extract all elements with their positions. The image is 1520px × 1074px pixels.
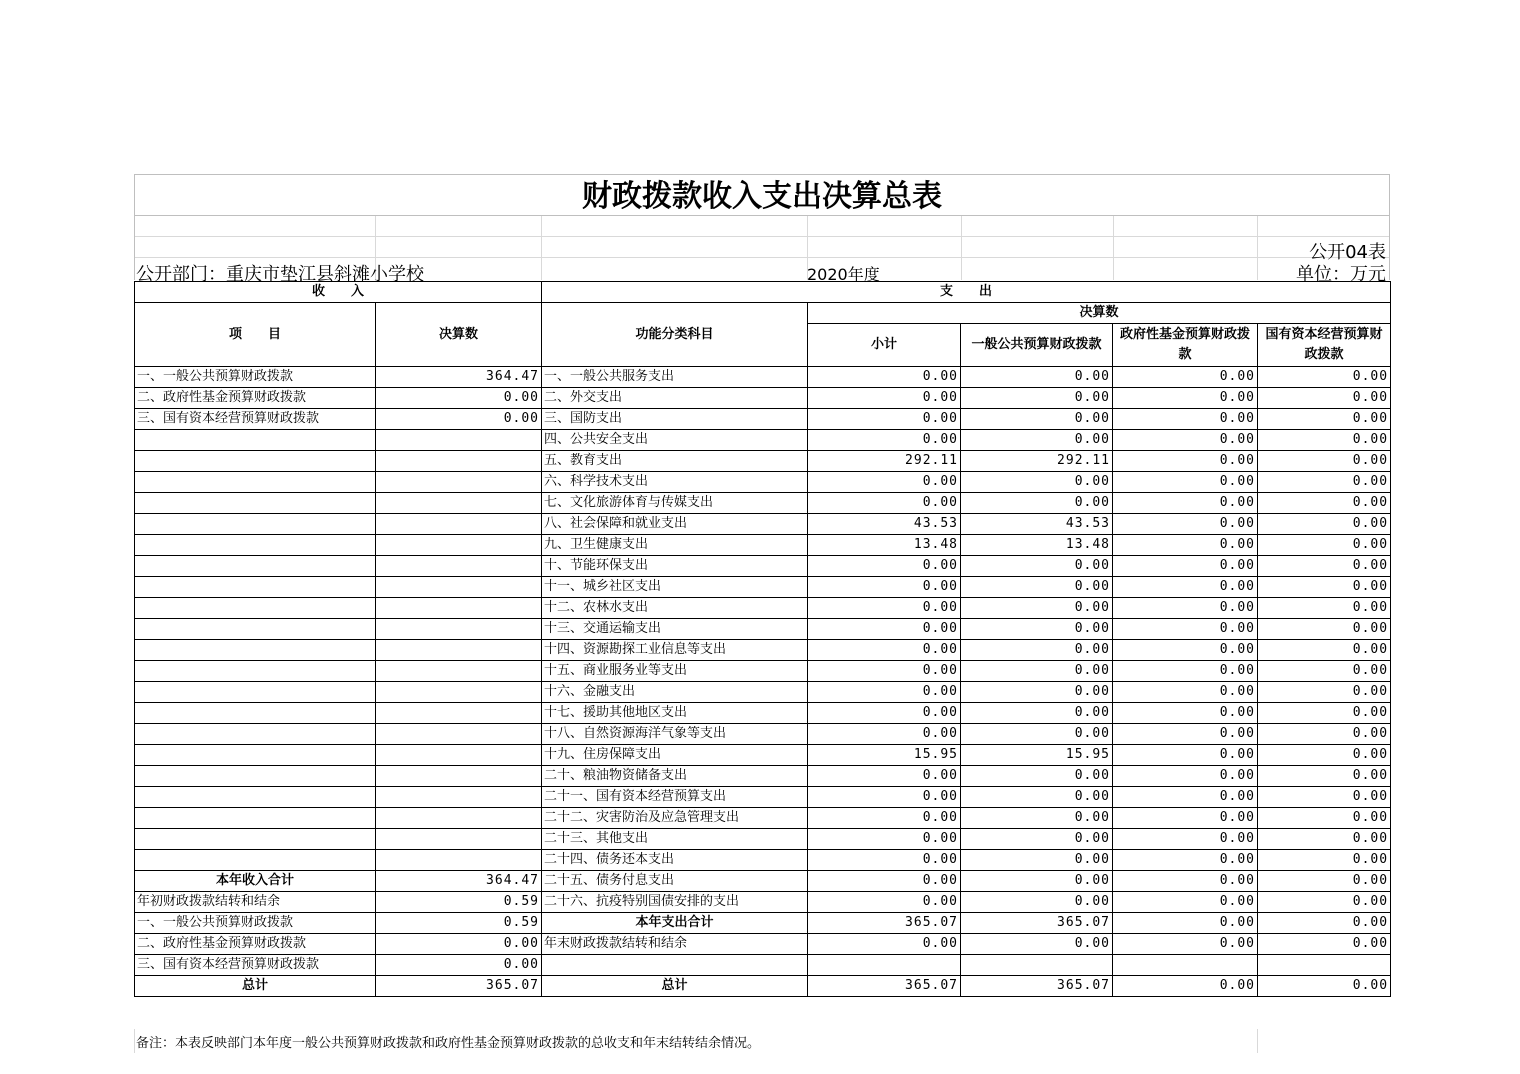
- expense-item-cell: 十、节能环保支出: [542, 556, 808, 577]
- table-row: [135, 514, 1391, 535]
- general-budget-cell: 0.00: [961, 409, 1113, 430]
- general-budget-cell: 0.00: [961, 430, 1113, 451]
- gov-fund-cell: [1113, 955, 1258, 976]
- table-row: [135, 493, 1391, 514]
- income-amount-cell: [376, 493, 542, 514]
- general-budget-cell: 0.00: [961, 493, 1113, 514]
- state-capital-cell: 0.00: [1258, 556, 1391, 577]
- gov-fund-cell: 0.00: [1113, 913, 1258, 934]
- gov-fund-cell: 0.00: [1113, 766, 1258, 787]
- gov-fund-cell: 0.00: [1113, 703, 1258, 724]
- expense-item-cell: 二十一、国有资本经营预算支出: [542, 787, 808, 808]
- state-capital-cell: 0.00: [1258, 703, 1391, 724]
- gov-fund-cell: 0.00: [1113, 577, 1258, 598]
- unit-label: 单位：万元: [1296, 264, 1386, 285]
- income-amount-cell: 0.00: [376, 409, 542, 430]
- income-amount-cell: [376, 640, 542, 661]
- subtotal-cell: 0.00: [808, 472, 961, 493]
- fiscal-year: 2020年度: [807, 265, 880, 284]
- expense-item-cell: 九、卫生健康支出: [542, 535, 808, 556]
- subtotal-cell: 0.00: [808, 388, 961, 409]
- gov-fund-cell: 0.00: [1113, 493, 1258, 514]
- expense-item-cell: 三、国防支出: [542, 409, 808, 430]
- form-number: 公开04表: [1309, 242, 1386, 263]
- gov-fund-cell: 0.00: [1113, 682, 1258, 703]
- expense-item-cell: 四、公共安全支出: [542, 430, 808, 451]
- income-amount-cell: 0.00: [376, 934, 542, 955]
- gov-fund-cell: 0.00: [1113, 514, 1258, 535]
- income-item-cell: [135, 430, 376, 451]
- table-row: [135, 766, 1391, 787]
- expense-item-cell: 八、社会保障和就业支出: [542, 514, 808, 535]
- income-item-cell: 二、政府性基金预算财政拨款: [135, 388, 376, 409]
- table-row: [135, 409, 1391, 430]
- income-amount-cell: [376, 514, 542, 535]
- income-item-cell: [135, 514, 376, 535]
- department-label: 公开部门：重庆市垫江县斜滩小学校: [136, 264, 424, 285]
- gov-fund-cell: 0.00: [1113, 934, 1258, 955]
- expense-item-cell: 五、教育支出: [542, 451, 808, 472]
- income-item-cell: [135, 766, 376, 787]
- subtotal-cell: 0.00: [808, 787, 961, 808]
- income-amount-cell: 0.00: [376, 388, 542, 409]
- expense-item-cell: 十六、金融支出: [542, 682, 808, 703]
- table-row: [135, 430, 1391, 451]
- expense-item-cell: 十九、住房保障支出: [542, 745, 808, 766]
- expense-item-cell: 总计: [542, 976, 808, 997]
- income-amount-cell: [376, 745, 542, 766]
- general-budget-cell: 0.00: [961, 661, 1113, 682]
- grid-line: [1113, 216, 1114, 280]
- income-item-cell: 二、政府性基金预算财政拨款: [135, 934, 376, 955]
- expense-item-cell: 二十四、债务还本支出: [542, 850, 808, 871]
- general-budget-cell: 365.07: [961, 913, 1113, 934]
- income-item-cell: [135, 472, 376, 493]
- expense-item-cell: 十八、自然资源海洋气象等支出: [542, 724, 808, 745]
- income-item-cell: 三、国有资本经营预算财政拨款: [135, 409, 376, 430]
- subtotal-cell: 0.00: [808, 430, 961, 451]
- expense-item-cell: [542, 955, 808, 976]
- state-capital-cell: 0.00: [1258, 745, 1391, 766]
- footnote: 备注：本表反映部门本年度一般公共预算财政拨款和政府性基金预算财政拨款的总收支和年末结转结余情况。: [136, 1036, 761, 1051]
- gov-fund-cell: 0.00: [1113, 367, 1258, 388]
- income-amount-cell: [376, 430, 542, 451]
- general-budget-cell: 0.00: [961, 472, 1113, 493]
- expense-item-cell: 十二、农林水支出: [542, 598, 808, 619]
- grid-line: [1257, 216, 1258, 280]
- state-capital-cell: 0.00: [1258, 871, 1391, 892]
- expense-item-cell: 二十五、债务付息支出: [542, 871, 808, 892]
- income-item-cell: 一、一般公共预算财政拨款: [135, 367, 376, 388]
- income-item-cell: [135, 598, 376, 619]
- gov-fund-cell: 0.00: [1113, 388, 1258, 409]
- income-amount-cell: [376, 703, 542, 724]
- table-row: [135, 850, 1391, 871]
- table-row: [135, 871, 1391, 892]
- table-row: [135, 451, 1391, 472]
- gov-fund-cell: 0.00: [1113, 871, 1258, 892]
- state-capital-cell: 0.00: [1258, 409, 1391, 430]
- state-capital-cell: 0.00: [1258, 577, 1391, 598]
- state-capital-cell: 0.00: [1258, 493, 1391, 514]
- general-budget-cell: 0.00: [961, 850, 1113, 871]
- income-amount-cell: [376, 787, 542, 808]
- state-capital-cell: 0.00: [1258, 619, 1391, 640]
- state-capital-header: 国有资本经营预算财政拨款: [1258, 324, 1391, 367]
- income-item-cell: [135, 829, 376, 850]
- subtotal-cell: 0.00: [808, 598, 961, 619]
- expense-item-cell: 二十三、其他支出: [542, 829, 808, 850]
- gov-fund-cell: 0.00: [1113, 598, 1258, 619]
- subtotal-cell: 0.00: [808, 934, 961, 955]
- table-row: [135, 388, 1391, 409]
- income-amount-cell: 0.00: [376, 955, 542, 976]
- income-item-cell: [135, 661, 376, 682]
- amount-header: 决算数: [376, 303, 542, 367]
- gov-fund-cell: 0.00: [1113, 724, 1258, 745]
- subtotal-cell: 0.00: [808, 682, 961, 703]
- general-budget-cell: 365.07: [961, 976, 1113, 997]
- table-row: [135, 724, 1391, 745]
- subtotal-cell: 0.00: [808, 367, 961, 388]
- state-capital-cell: 0.00: [1258, 934, 1391, 955]
- subtotal-cell: 0.00: [808, 829, 961, 850]
- income-item-cell: [135, 493, 376, 514]
- gov-fund-cell: 0.00: [1113, 430, 1258, 451]
- expense-item-cell: 二十、粮油物资储备支出: [542, 766, 808, 787]
- subtotal-cell: 0.00: [808, 619, 961, 640]
- income-amount-cell: [376, 850, 542, 871]
- income-item-cell: [135, 850, 376, 871]
- state-capital-cell: 0.00: [1258, 640, 1391, 661]
- expense-item-cell: 七、文化旅游体育与传媒支出: [542, 493, 808, 514]
- expense-item-cell: 十七、援助其他地区支出: [542, 703, 808, 724]
- state-capital-cell: 0.00: [1258, 913, 1391, 934]
- general-budget-cell: 0.00: [961, 556, 1113, 577]
- state-capital-cell: 0.00: [1258, 388, 1391, 409]
- income-item-cell: [135, 724, 376, 745]
- income-item-cell: 三、国有资本经营预算财政拨款: [135, 955, 376, 976]
- expense-item-cell: 十一、城乡社区支出: [542, 577, 808, 598]
- gov-fund-cell: 0.00: [1113, 787, 1258, 808]
- income-item-cell: [135, 787, 376, 808]
- table-row: [135, 556, 1391, 577]
- report-title: 财政拨款收入支出决算总表: [134, 174, 1390, 216]
- state-capital-cell: 0.00: [1258, 472, 1391, 493]
- state-capital-cell: [1258, 955, 1391, 976]
- income-item-cell: 本年收入合计: [135, 871, 376, 892]
- gov-fund-cell: 0.00: [1113, 850, 1258, 871]
- subtotal-cell: 292.11: [808, 451, 961, 472]
- income-amount-cell: [376, 556, 542, 577]
- gov-fund-cell: 0.00: [1113, 976, 1258, 997]
- table-body: [135, 367, 1391, 997]
- general-budget-cell: 15.95: [961, 745, 1113, 766]
- income-item-cell: [135, 682, 376, 703]
- state-capital-cell: 0.00: [1258, 976, 1391, 997]
- general-budget-header: 一般公共预算财政拨款: [961, 324, 1113, 367]
- expense-item-cell: 十四、资源勘探工业信息等支出: [542, 640, 808, 661]
- expense-item-cell: 十三、交通运输支出: [542, 619, 808, 640]
- general-budget-cell: 0.00: [961, 787, 1113, 808]
- income-item-cell: 总计: [135, 976, 376, 997]
- gov-fund-cell: 0.00: [1113, 619, 1258, 640]
- table-row: [135, 955, 1391, 976]
- income-amount-cell: [376, 619, 542, 640]
- state-capital-cell: 0.00: [1258, 598, 1391, 619]
- subtotal-cell: 0.00: [808, 892, 961, 913]
- income-amount-cell: 365.07: [376, 976, 542, 997]
- subtotal-cell: 0.00: [808, 640, 961, 661]
- expense-item-cell: 二十二、灾害防治及应急管理支出: [542, 808, 808, 829]
- general-budget-cell: 0.00: [961, 388, 1113, 409]
- gov-fund-cell: 0.00: [1113, 808, 1258, 829]
- gov-fund-cell: 0.00: [1113, 892, 1258, 913]
- income-amount-cell: [376, 724, 542, 745]
- state-capital-cell: 0.00: [1258, 367, 1391, 388]
- table-row: [135, 682, 1391, 703]
- state-capital-cell: 0.00: [1258, 682, 1391, 703]
- state-capital-cell: 0.00: [1258, 829, 1391, 850]
- table-row: [135, 598, 1391, 619]
- subtotal-cell: 365.07: [808, 913, 961, 934]
- expense-item-cell: 一、一般公共服务支出: [542, 367, 808, 388]
- subtotal-cell: 15.95: [808, 745, 961, 766]
- income-amount-cell: [376, 472, 542, 493]
- general-budget-cell: 0.00: [961, 766, 1113, 787]
- state-capital-cell: 0.00: [1258, 787, 1391, 808]
- table-row: [135, 472, 1391, 493]
- subtotal-cell: 43.53: [808, 514, 961, 535]
- gov-fund-cell: 0.00: [1113, 661, 1258, 682]
- subtotal-cell: 0.00: [808, 409, 961, 430]
- table-row: [135, 976, 1391, 997]
- expense-item-cell: 六、科学技术支出: [542, 472, 808, 493]
- grid-line: [135, 236, 1389, 237]
- table-row: [135, 934, 1391, 955]
- gov-fund-header: 政府性基金预算财政拨款: [1113, 324, 1258, 367]
- table-row: [135, 535, 1391, 556]
- income-amount-cell: 364.47: [376, 367, 542, 388]
- subtotal-cell: 0.00: [808, 556, 961, 577]
- gov-fund-cell: 0.00: [1113, 829, 1258, 850]
- general-budget-cell: 0.00: [961, 703, 1113, 724]
- income-amount-cell: [376, 535, 542, 556]
- budget-table: [134, 281, 1391, 997]
- income-amount-cell: [376, 451, 542, 472]
- state-capital-cell: 0.00: [1258, 892, 1391, 913]
- expense-item-cell: 二、外交支出: [542, 388, 808, 409]
- income-item-cell: [135, 619, 376, 640]
- income-amount-cell: [376, 598, 542, 619]
- general-budget-cell: 0.00: [961, 367, 1113, 388]
- final-amount-header: 决算数: [808, 303, 1391, 324]
- general-budget-cell: 0.00: [961, 598, 1113, 619]
- grid-line: [541, 216, 542, 280]
- income-amount-cell: 364.47: [376, 871, 542, 892]
- general-budget-cell: 0.00: [961, 619, 1113, 640]
- subtotal-cell: 0.00: [808, 871, 961, 892]
- expense-header: 支 出: [542, 282, 1391, 303]
- general-budget-cell: [961, 955, 1113, 976]
- subtotal-cell: 0.00: [808, 808, 961, 829]
- table-row: [135, 808, 1391, 829]
- income-item-cell: [135, 703, 376, 724]
- table-row: [135, 661, 1391, 682]
- subtotal-cell: 0.00: [808, 766, 961, 787]
- state-capital-cell: 0.00: [1258, 514, 1391, 535]
- table-row: [135, 829, 1391, 850]
- grid-line: [135, 257, 1389, 258]
- income-amount-cell: 0.59: [376, 892, 542, 913]
- state-capital-cell: 0.00: [1258, 724, 1391, 745]
- income-item-cell: [135, 556, 376, 577]
- table-row: [135, 703, 1391, 724]
- gov-fund-cell: 0.00: [1113, 535, 1258, 556]
- income-item-cell: [135, 535, 376, 556]
- income-item-cell: [135, 577, 376, 598]
- subtotal-cell: [808, 955, 961, 976]
- subtotal-cell: 0.00: [808, 703, 961, 724]
- gov-fund-cell: 0.00: [1113, 409, 1258, 430]
- income-amount-cell: [376, 808, 542, 829]
- income-amount-cell: [376, 661, 542, 682]
- state-capital-cell: 0.00: [1258, 661, 1391, 682]
- table-row: [135, 640, 1391, 661]
- general-budget-cell: 0.00: [961, 829, 1113, 850]
- gov-fund-cell: 0.00: [1113, 640, 1258, 661]
- income-item-cell: 年初财政拨款结转和结余: [135, 892, 376, 913]
- income-header: 收 入: [135, 282, 542, 303]
- subtotal-cell: 365.07: [808, 976, 961, 997]
- general-budget-cell: 0.00: [961, 808, 1113, 829]
- general-budget-cell: 0.00: [961, 871, 1113, 892]
- income-item-cell: 一、一般公共预算财政拨款: [135, 913, 376, 934]
- general-budget-cell: 0.00: [961, 640, 1113, 661]
- subtotal-cell: 0.00: [808, 661, 961, 682]
- expense-item-cell: 本年支出合计: [542, 913, 808, 934]
- expense-item-cell: 十五、商业服务业等支出: [542, 661, 808, 682]
- subtotal-header: 小计: [808, 324, 961, 367]
- general-budget-cell: 13.48: [961, 535, 1113, 556]
- subtotal-cell: 13.48: [808, 535, 961, 556]
- table-row: [135, 892, 1391, 913]
- table-row: [135, 913, 1391, 934]
- income-item-cell: [135, 640, 376, 661]
- gov-fund-cell: 0.00: [1113, 472, 1258, 493]
- state-capital-cell: 0.00: [1258, 850, 1391, 871]
- gov-fund-cell: 0.00: [1113, 745, 1258, 766]
- table-row: [135, 619, 1391, 640]
- income-amount-cell: [376, 577, 542, 598]
- general-budget-cell: 0.00: [961, 577, 1113, 598]
- table-row: [135, 787, 1391, 808]
- subtotal-cell: 0.00: [808, 577, 961, 598]
- state-capital-cell: 0.00: [1258, 430, 1391, 451]
- expense-item-cell: 年末财政拨款结转和结余: [542, 934, 808, 955]
- subtotal-cell: 0.00: [808, 724, 961, 745]
- general-budget-cell: 43.53: [961, 514, 1113, 535]
- income-item-cell: [135, 808, 376, 829]
- income-amount-cell: [376, 766, 542, 787]
- table-row: [135, 577, 1391, 598]
- general-budget-cell: 0.00: [961, 934, 1113, 955]
- gov-fund-cell: 0.00: [1113, 451, 1258, 472]
- expense-item-cell: 二十六、抗疫特别国债安排的支出: [542, 892, 808, 913]
- general-budget-cell: 0.00: [961, 682, 1113, 703]
- function-header: 功能分类科目: [542, 303, 808, 367]
- income-amount-cell: [376, 682, 542, 703]
- gov-fund-cell: 0.00: [1113, 556, 1258, 577]
- subtotal-cell: 0.00: [808, 850, 961, 871]
- state-capital-cell: 0.00: [1258, 808, 1391, 829]
- item-header: 项 目: [135, 303, 376, 367]
- income-item-cell: [135, 745, 376, 766]
- grid-line: [1257, 1029, 1258, 1053]
- general-budget-cell: 292.11: [961, 451, 1113, 472]
- grid-line: [961, 216, 962, 280]
- state-capital-cell: 0.00: [1258, 451, 1391, 472]
- table-row: [135, 745, 1391, 766]
- state-capital-cell: 0.00: [1258, 766, 1391, 787]
- income-amount-cell: 0.59: [376, 913, 542, 934]
- subtotal-cell: 0.00: [808, 493, 961, 514]
- general-budget-cell: 0.00: [961, 892, 1113, 913]
- state-capital-cell: 0.00: [1258, 535, 1391, 556]
- income-amount-cell: [376, 829, 542, 850]
- general-budget-cell: 0.00: [961, 724, 1113, 745]
- income-item-cell: [135, 451, 376, 472]
- table-row: [135, 367, 1391, 388]
